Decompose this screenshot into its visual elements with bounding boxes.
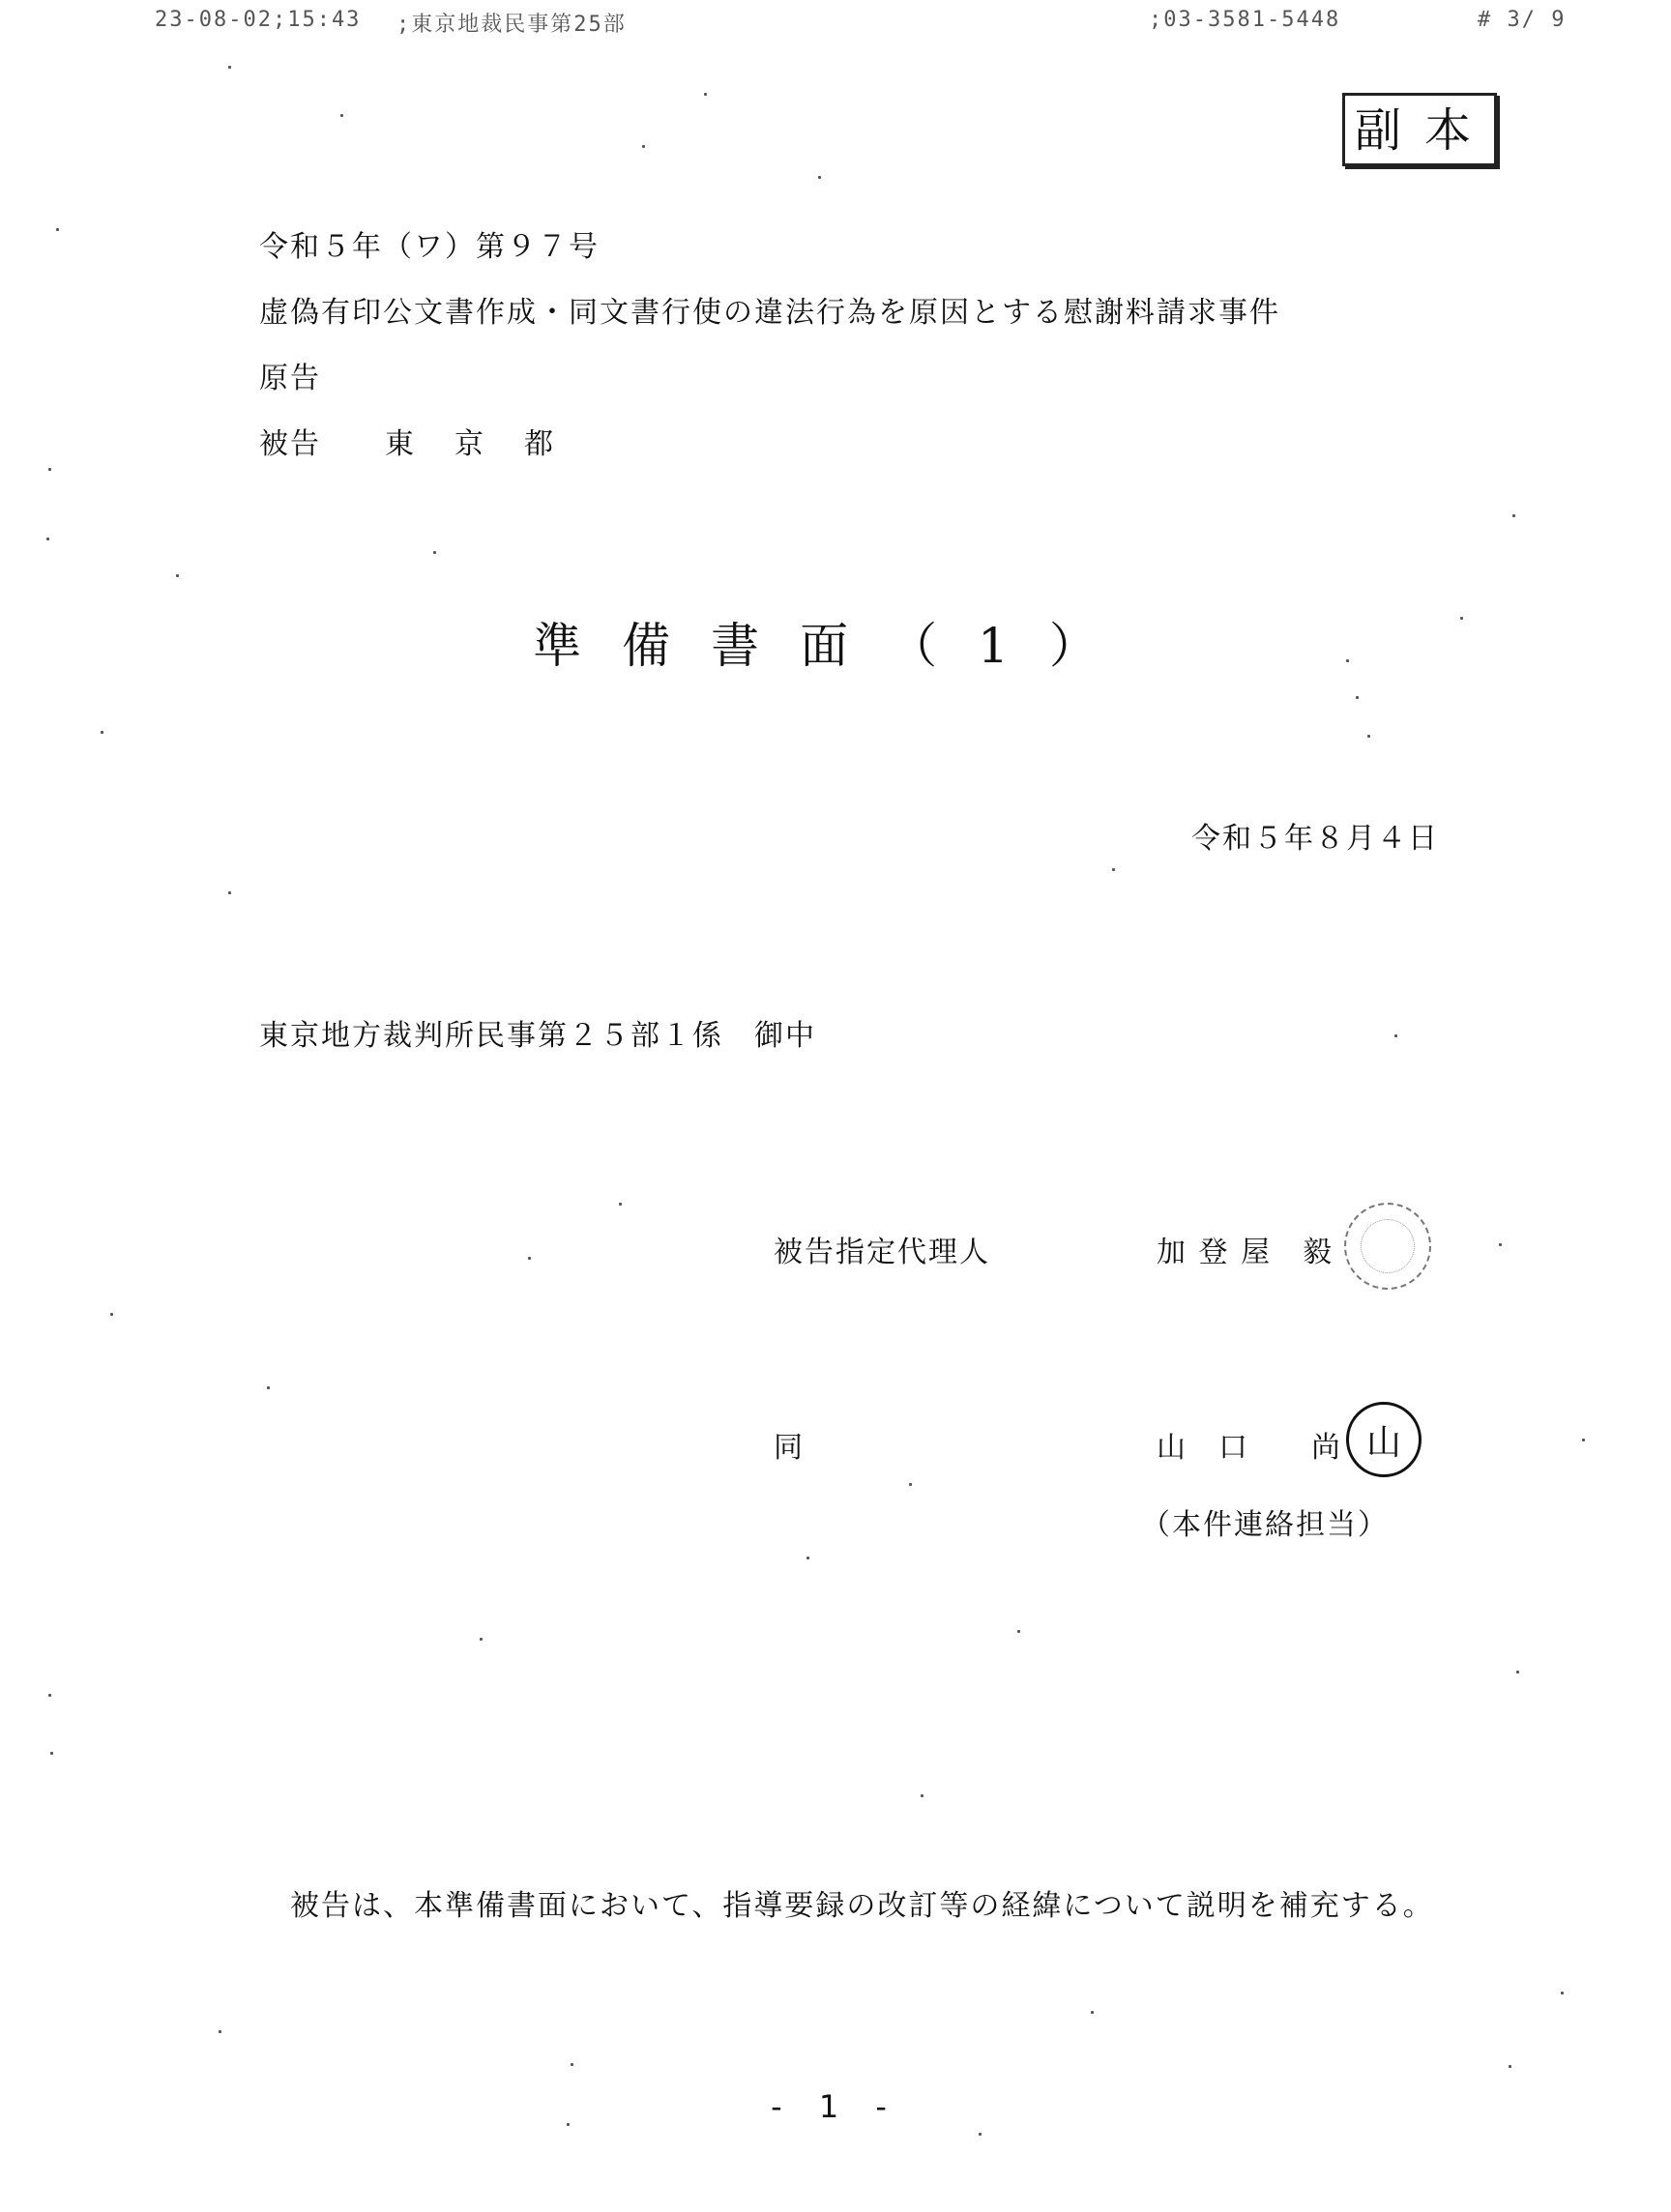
defendant-label: 被告 (259, 427, 321, 461)
representative-role-1: 被告指定代理人 (774, 1236, 990, 1269)
page-number: - 1 - (771, 2088, 900, 2125)
fax-header (0, 8, 1671, 41)
fax-sender: ;東京地裁民事第25部 (396, 13, 627, 37)
case-name: 虚偽有印公文書作成・同文書行使の違法行為を原因とする慰謝料請求事件 (259, 296, 1280, 330)
fax-timestamp: 23-08-02;15:43 (155, 8, 362, 32)
representative-name-2: 山 口 尚 (1157, 1431, 1342, 1465)
addressee: 東京地方裁判所民事第２５部１係 御中 (259, 1019, 816, 1053)
document-date: 令和５年８月４日 (1191, 822, 1439, 856)
document-title: 準備書面（1） (533, 618, 1138, 674)
defendant-name: 東 京 都 (385, 427, 559, 461)
representative-role-2: 同 (774, 1431, 805, 1465)
personal-seal-1 (1344, 1203, 1431, 1290)
contact-note: （本件連絡担当） (1141, 1508, 1389, 1542)
personal-seal-2: 山 (1346, 1402, 1422, 1477)
body-text: 被告は、本準備書面において、指導要録の改訂等の経緯について説明を補充する。 (290, 1889, 1434, 1923)
plaintiff-label: 原告 (259, 362, 321, 395)
copy-stamp: 副本 (1342, 93, 1497, 166)
fax-page-count: # 3/ 9 (1478, 8, 1567, 32)
fax-phone: ;03-3581-5448 (1149, 8, 1341, 32)
representative-name-1: 加 登 屋 毅 (1157, 1236, 1334, 1269)
case-number: 令和５年（ワ）第９７号 (259, 230, 600, 264)
